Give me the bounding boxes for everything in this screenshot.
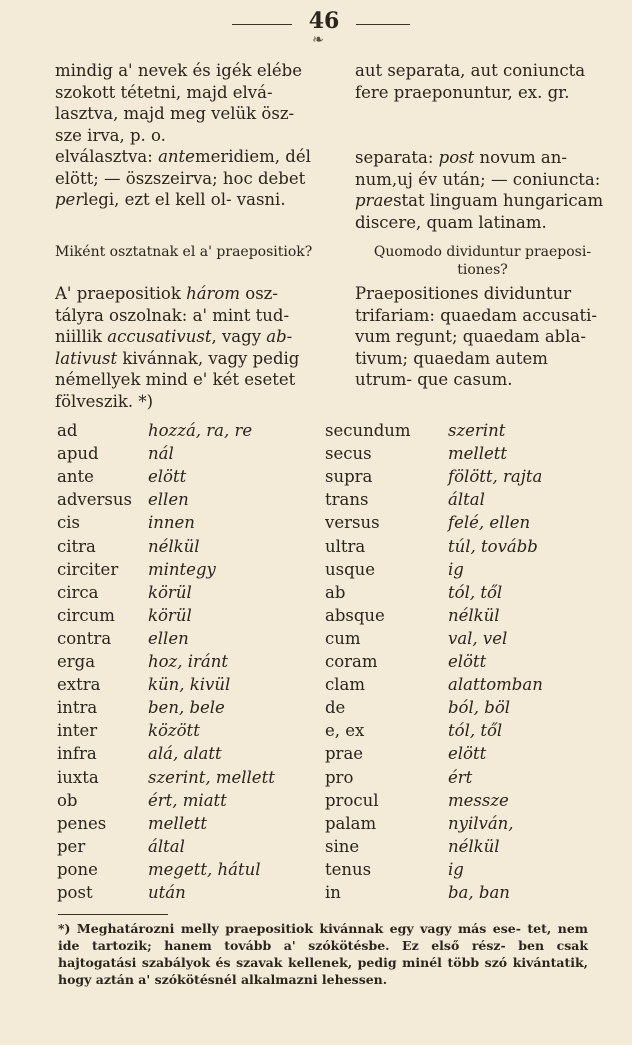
latin-prep-right: ab [325, 582, 346, 602]
table-row [0, 490, 632, 513]
hungarian-meaning-left: ellen [148, 490, 189, 510]
table-row [0, 675, 632, 698]
latin-prep-left: inter [57, 721, 98, 741]
latin-prep-right: e, ex [325, 721, 365, 741]
latin-prep-right: coram [325, 652, 378, 671]
hungarian-meaning-right: szerint [448, 421, 506, 440]
hungarian-meaning-right: által [448, 490, 485, 510]
hungarian-meaning-right: tól, től [448, 582, 503, 602]
latin-prep-left: circa [57, 582, 99, 602]
hungarian-meaning-right: nyilván, [448, 813, 514, 833]
table-row [0, 837, 632, 860]
hungarian-meaning-left: hozzá, ra, re [148, 421, 253, 440]
table-row [0, 560, 632, 583]
latin-prep-right: sine [325, 836, 360, 856]
footnote: *) Meghatározni melly praepositiok kivánnak egy vagy más ese- tet, nem ide tartozik; hanem tovább a' szókötésbe. Ez első rész- ben csak hajtogatási szabályok és szavak kellenek, pedig minél több szó kivántatik, hogy aztán a' szókötésnél alkalmazni lehessen. [58, 921, 588, 987]
latin-prep-left: infra [57, 744, 97, 764]
hungarian-meaning-right: ból, böl [448, 698, 511, 718]
hungarian-meaning-left: körül [148, 605, 192, 625]
latin-prep-left: adversus [57, 490, 132, 510]
hungarian-meaning-right: tól, től [448, 721, 503, 741]
hungarian-meaning-right: mellett [448, 444, 507, 464]
la-paragraph-3: Praepositiones dividuntur trifariam: quaedam accusati- vum regunt; quaedam abla- tivum; quaedam autem utrum- que casum. [355, 284, 598, 389]
table-row [0, 513, 632, 536]
hungarian-meaning-left: megett, hátul [148, 859, 261, 879]
latin-prep-left: penes [57, 813, 107, 833]
page-number: 46 [308, 8, 340, 34]
latin-prep-right: clam [325, 675, 366, 695]
latin-prep-right: procul [325, 790, 379, 810]
latin-prep-right: tenus [325, 859, 372, 879]
hungarian-meaning-right: alattomban [448, 675, 543, 695]
latin-prep-right: usque [325, 559, 376, 579]
latin-prep-left: intra [57, 698, 98, 718]
latin-prep-right: absque [325, 605, 385, 625]
la-question: Quomodo dividuntur praeposi- tiones? [373, 244, 592, 278]
latin-prep-right: pro [325, 767, 354, 787]
hungarian-meaning-right: túl, tovább [448, 536, 538, 556]
hungarian-meaning-left: alá, alatt [148, 744, 222, 764]
hungarian-meaning-left: között [148, 721, 200, 741]
table-row [0, 629, 632, 652]
hungarian-meaning-left: hoz, iránt [148, 652, 229, 671]
table-row [0, 606, 632, 629]
hungarian-meaning-left: innen [148, 513, 195, 533]
table-row [0, 583, 632, 606]
latin-prep-left: erga [57, 652, 96, 671]
hungarian-meaning-left: után [148, 883, 186, 902]
latin-prep-left: contra [57, 628, 112, 648]
latin-prep-left: iuxta [57, 767, 99, 787]
hungarian-meaning-right: elött [448, 744, 487, 764]
hungarian-meaning-right: ba, ban [448, 883, 510, 902]
hu-paragraph-3: A' praepositiok három osz- tályra oszolnak: a' mint tud- niillik accusativust, vagy ab- lativust kivánnak, vagy pedig némellyek mind e' két esetet fölveszik. *) [55, 284, 300, 411]
latin-prep-left: per [57, 836, 86, 856]
hungarian-meaning-right: ig [448, 559, 464, 579]
table-row [0, 768, 632, 791]
hungarian-meaning-left: szerint, mellett [148, 767, 275, 787]
footnote-rule [58, 914, 168, 915]
hungarian-meaning-right: nélkül [448, 605, 500, 625]
table-row [0, 421, 632, 444]
header-rule-right [356, 24, 410, 25]
latin-prep-left: circiter [57, 559, 119, 579]
table-row [0, 721, 632, 744]
table-row [0, 537, 632, 560]
hungarian-meaning-left: körül [148, 582, 192, 602]
table-row [0, 791, 632, 814]
hungarian-meaning-left: ellen [148, 628, 189, 648]
hu-paragraph-1: mindig a' nevek és igék elébe szokott tétetni, majd elvá- lasztva, majd meg velük ösz- sze irva, p. o. [55, 61, 302, 145]
header-rule-left [232, 24, 292, 25]
latin-prep-left: post [57, 883, 93, 902]
hungarian-meaning-left: ben, bele [148, 698, 225, 718]
latin-prep-right: versus [325, 513, 380, 533]
table-row [0, 744, 632, 767]
latin-prep-left: ob [57, 790, 78, 810]
latin-prep-right: palam [325, 813, 377, 833]
hungarian-meaning-left: nál [148, 444, 174, 464]
la-paragraph-1: aut separata, aut coniuncta fere praeponuntur, ex. gr. [355, 61, 586, 102]
table-row [0, 814, 632, 837]
latin-prep-right: cum [325, 628, 361, 648]
hungarian-meaning-right: val, vel [448, 628, 508, 648]
table-row [0, 860, 632, 883]
hungarian-meaning-right: nélkül [448, 836, 500, 856]
la-paragraph-2: separata: post novum an- num,uj év után; — coniuncta: praestat linguam hungaricam discere, quam latinam. [355, 148, 604, 232]
hungarian-column [55, 60, 325, 211]
hungarian-meaning-left: kün, kivül [148, 675, 231, 695]
latin-column [355, 60, 610, 103]
hungarian-meaning-right: ig [448, 859, 464, 879]
latin-prep-left: ante [57, 467, 94, 487]
hungarian-meaning-left: által [148, 836, 185, 856]
latin-prep-left: cis [57, 513, 80, 533]
hu-paragraph-2: elválasztva: antemeridiem, dél elött; — öszszeirva; hoc debet perlegi, ezt el kell ol- vasni. [55, 147, 311, 209]
latin-prep-right: secundum [325, 421, 411, 440]
table-row [0, 652, 632, 675]
page-header [0, 4, 632, 48]
latin-prep-left: citra [57, 536, 96, 556]
latin-prep-right: prae [325, 744, 364, 764]
hungarian-meaning-left: mellett [148, 813, 207, 833]
hungarian-meaning-right: fölött, rajta [448, 467, 543, 487]
latin-prep-left: extra [57, 675, 101, 695]
latin-prep-left: apud [57, 444, 99, 464]
hungarian-meaning-left: nélkül [148, 536, 200, 556]
ornament-icon: ❧ [312, 32, 324, 48]
hungarian-meaning-left: elött [148, 467, 187, 487]
hungarian-meaning-right: felé, ellen [448, 513, 531, 533]
latin-prep-right: trans [325, 490, 369, 510]
latin-prep-left: ad [57, 421, 78, 440]
hungarian-meaning-right: ért [448, 767, 473, 787]
latin-prep-left: pone [57, 859, 98, 879]
table-row [0, 444, 632, 467]
hungarian-meaning-left: mintegy [148, 559, 216, 579]
hu-question: Miként osztatnak el a' praepositiok? [55, 244, 313, 260]
latin-prep-right: in [325, 883, 341, 902]
latin-prep-left: circum [57, 605, 115, 625]
latin-prep-right: ultra [325, 536, 366, 556]
hungarian-meaning-left: ért, miatt [148, 790, 227, 810]
latin-prep-right: supra [325, 467, 373, 487]
table-row [0, 467, 632, 490]
hungarian-meaning-right: messze [448, 790, 509, 810]
table-row [0, 698, 632, 721]
table-row [0, 883, 632, 906]
hungarian-meaning-right: elött [448, 652, 487, 671]
latin-prep-right: de [325, 698, 346, 718]
latin-prep-right: secus [325, 444, 372, 464]
